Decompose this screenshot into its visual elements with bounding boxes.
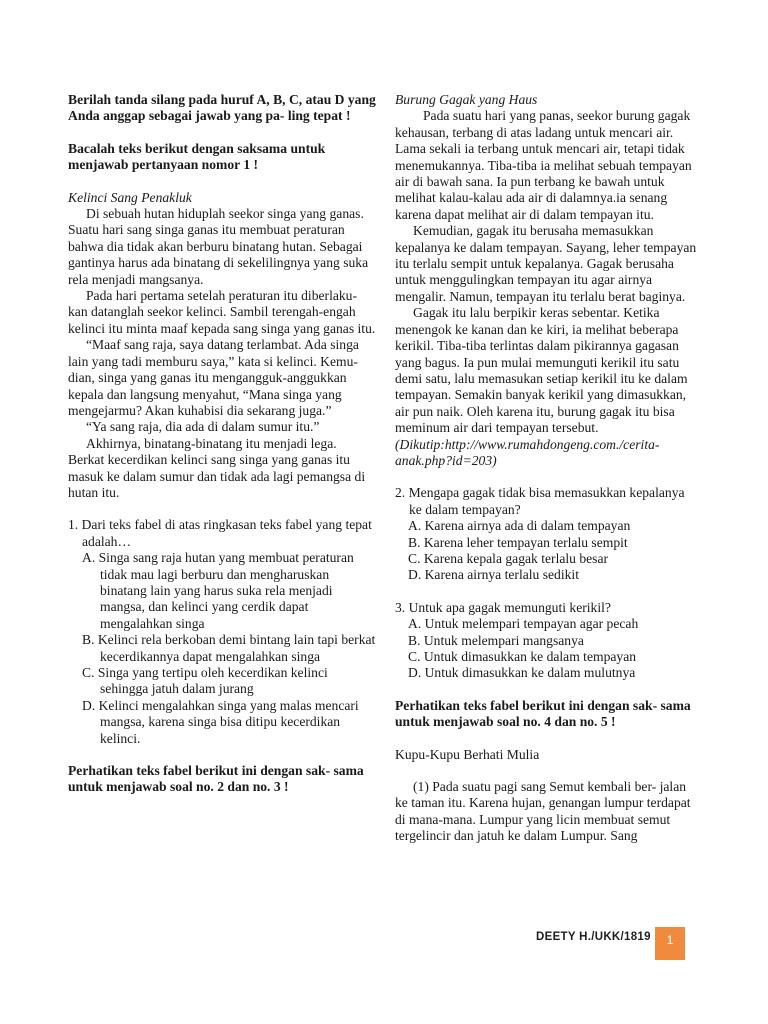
question-3: 3. Untuk apa gagak memunguti kerikil? bbox=[395, 599, 611, 615]
question-1: 1. Dari teks fabel di atas ringkasan teks fabel yang tepat adalah… bbox=[68, 517, 372, 549]
instruction-q4-q5: Perhatikan teks fabel berikut ini dengan sak- sama untuk menjawab soal no. 4 dan no. 5 ! bbox=[395, 697, 691, 730]
instruction-q2-q3: Perhatikan teks fabel berikut ini dengan sak- sama untuk menjawab soal no. 2 dan no. 3 ! bbox=[68, 763, 364, 795]
story-paragraph: “Ya sang raja, dia ada di dalam sumur itu.” bbox=[86, 419, 320, 435]
read-instruction: Bacalah teks berikut dengan saksama untuk menjawab pertanyaan nomor 1 ! bbox=[68, 140, 326, 173]
right-column bbox=[395, 92, 698, 845]
story3-title: Kupu-Kupu Berhati Mulia bbox=[395, 746, 540, 762]
option-2c[interactable]: C. Karena kepala gagak terlalu besar bbox=[408, 550, 609, 566]
story3-paragraph: (1) Pada suatu pagi sang Semut kembali ber- jalan ke taman itu. Karena hujan, genangan lumpur terdapat di mana-mana. Lumpur yang licin membuat semut tergelincir dan jatuh ke dalam Lumpur. Sang bbox=[395, 779, 691, 844]
option-1b[interactable]: B. Kelinci rela berkoban demi bintang lain tapi berkat kecerdikannya dapat mengalahkan singa bbox=[82, 632, 376, 664]
story-paragraph: Akhirnya, binatang-binatang itu menjadi lega. Berkat kecerdikan kelinci sang singa yang ganas itu masuk ke dalam sumur dan tidak ada lagi pemangsa di hutan itu. bbox=[68, 435, 366, 500]
option-2a[interactable]: A. Karena airnya ada di dalam tempayan bbox=[408, 518, 631, 534]
option-3d[interactable]: D. Untuk dimasukkan ke dalam mulutnya bbox=[408, 665, 636, 681]
option-2b[interactable]: B. Karena leher tempayan terlalu sempit bbox=[408, 534, 628, 550]
story2-title: Burung Gagak yang Haus bbox=[395, 92, 538, 107]
story2-paragraph: Gagak itu lalu berpikir keras sebentar. Ketika menengok ke kanan dan ke kiri, ia melihat beberapa kerikil. Tiba-tiba terlintas dalam pikirannya gagasan yang bagus. Ia pun mulai memunguti kerikil itu satu demi satu, lalu memasukan setiap kerikil itu ke dalam tempayan. Semakin banyak kerikil yang dimasukkan, air pun naik. Oleh karena itu, burung gagak itu bisa meminum air dari tempayan tersebut. bbox=[395, 305, 688, 436]
option-1c[interactable]: C. Singa yang tertipu oleh kecerdikan kelinci sehingga jatuh dalam jurang bbox=[82, 665, 328, 697]
option-3a[interactable]: A. Untuk melempari tempayan agar pecah bbox=[408, 616, 639, 632]
option-1d[interactable]: D. Kelinci mengalahkan singa yang malas mencari mangsa, karena singa bisa ditipu kecerdikan kelinci. bbox=[82, 697, 359, 746]
option-3c[interactable]: C. Untuk dimasukkan ke dalam tempayan bbox=[408, 649, 637, 664]
page-number: 1 bbox=[666, 933, 674, 947]
story2-paragraph: Kemudian, gagak itu berusaha memasukkan kepalanya ke dalam tempayan. Sayang, leher tempayan itu terlalu sempit untuk kepalanya. Gagak berusaha untuk menggulingkan tempayan itu agar airnya mengalir. Namun, tempayan itu terlalu berat baginya. bbox=[395, 223, 697, 304]
footer-author-code: DEETY H./UKK/1819 bbox=[536, 931, 651, 943]
page-number-badge bbox=[655, 927, 685, 960]
option-2d[interactable]: D. Karena airnya terlalu sedikit bbox=[408, 567, 579, 583]
story2-paragraph: Pada suatu hari yang panas, seekor burung gagak kehausan, terbang di atas ladang untuk mencari air. Lama sekali ia terbang untuk mencari air, tetapi tidak menemukannya. Tiba-tiba ia melihat sebuah tempayan air di bawah sana. Ia pun terbang ke bawah untuk melihat kalau-kalau ada air di dalamnya.ia senang karena dapat melihat air di dalam tempayan itu. bbox=[395, 108, 692, 222]
option-3b[interactable]: B. Untuk melempari mangsanya bbox=[408, 632, 584, 648]
story-paragraph: “Maaf sang raja, saya datang terlambat. Ada singa lain yang tadi memburu saya,” kata si kelinci. Kemu- dian, singa yang ganas itu mengangguk-anggukkan kepala dan langsung menyahut, “Mana singa yang mengejarmu? Akan kuhabisi dia sekarang juga.” bbox=[68, 337, 359, 418]
question-2: 2. Mengapa gagak tidak bisa memasukkan kepalanya ke dalam tempayan? bbox=[395, 485, 685, 517]
source-citation: (Dikutip:http://www.rumahdongeng.com./cerita- anak.php?id=203) bbox=[395, 436, 660, 468]
story-title: Kelinci Sang Penakluk bbox=[68, 189, 192, 205]
story-paragraph: Pada hari pertama setelah peraturan itu diberlaku- kan datanglah seekor kelinci. Sambil terengah-engah kelinci itu minta maaf kepada sang singa yang ganas itu. bbox=[68, 288, 376, 336]
instruction-text: Berilah tanda silang pada huruf A, B, C, atau D yang Anda anggap sebagai jawab yang pa- ling tepat ! bbox=[68, 92, 376, 124]
option-1a[interactable]: A. Singa sang raja hutan yang membuat peraturan tidak mau lagi berburu dan mengharuskan binatang lain yang harus suka rela menjadi mangsa, dan kelinci yang cerdik dapat mengalahkan singa bbox=[82, 550, 354, 631]
left-column bbox=[68, 92, 376, 796]
story-paragraph: Di sebuah hutan hiduplah seekor singa yang ganas. Suatu hari sang singa ganas itu membuat peraturan bahwa dia tidak akan berburu binatang hutan. Sebagai gantinya harus ada binatang di sekelilingnya yang suka rela menjadi mangsanya. bbox=[68, 206, 369, 287]
